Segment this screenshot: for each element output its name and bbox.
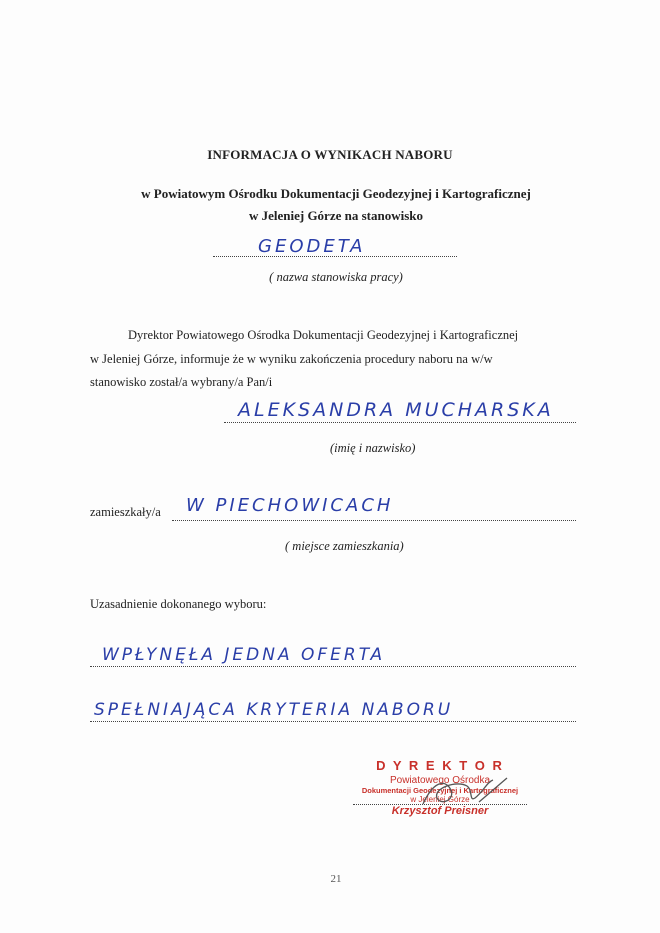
paragraph-line-1: Dyrektor Powiatowego Ośrodka Dokumentacji Geodezyjnej i Kartograficznej [128, 328, 519, 342]
director-stamp [345, 758, 535, 828]
signature [415, 772, 515, 812]
name-value: ALEKSANDRA MUCHARSKA [238, 399, 554, 421]
stamp-heading: D Y R E K T O R [376, 758, 504, 773]
residence-value: W PIECHOWICACH [186, 495, 394, 516]
stamp-line-1: Powiatowego Ośrodka [389, 775, 491, 786]
stamp-name: Krzysztof Preisner [391, 805, 489, 817]
subtitle-line-2: w Jeleniej Górze na stanowisko [248, 208, 424, 223]
document-title: INFORMACJA O WYNIKACH NABORU [207, 147, 453, 162]
position-caption: ( nazwa stanowiska pracy) [269, 270, 403, 284]
stamp-line-2: Dokumentacji Geodezyjnej i Kartograficznej [361, 786, 519, 795]
position-value: GEODETA [258, 236, 366, 257]
page-number: 21 [330, 873, 342, 885]
residence-caption: ( miejsce zamieszkania) [285, 539, 404, 553]
justification-label: Uzasadnienie dokonanego wyboru: [90, 597, 267, 611]
paragraph-line-2: w Jeleniej Górze, informuje że w wyniku zakończenia procedury naboru na w/w [90, 352, 493, 366]
residence-label: zamieszkały/a [90, 505, 161, 519]
stamp-line-3: w Jeleniej Górze [410, 795, 470, 804]
subtitle-line-1: w Powiatowym Ośrodku Dokumentacji Geodezyjnej i Kartograficznej [141, 186, 531, 201]
justification-line-2: SPEŁNIAJĄCA KRYTERIA NABORU [94, 700, 454, 720]
name-caption: (imię i nazwisko) [330, 441, 416, 455]
justification-line-1: WPŁYNĘŁA JEDNA OFERTA [102, 645, 386, 665]
paragraph-line-3: stanowisko został/a wybrany/a Pan/i [90, 375, 273, 389]
